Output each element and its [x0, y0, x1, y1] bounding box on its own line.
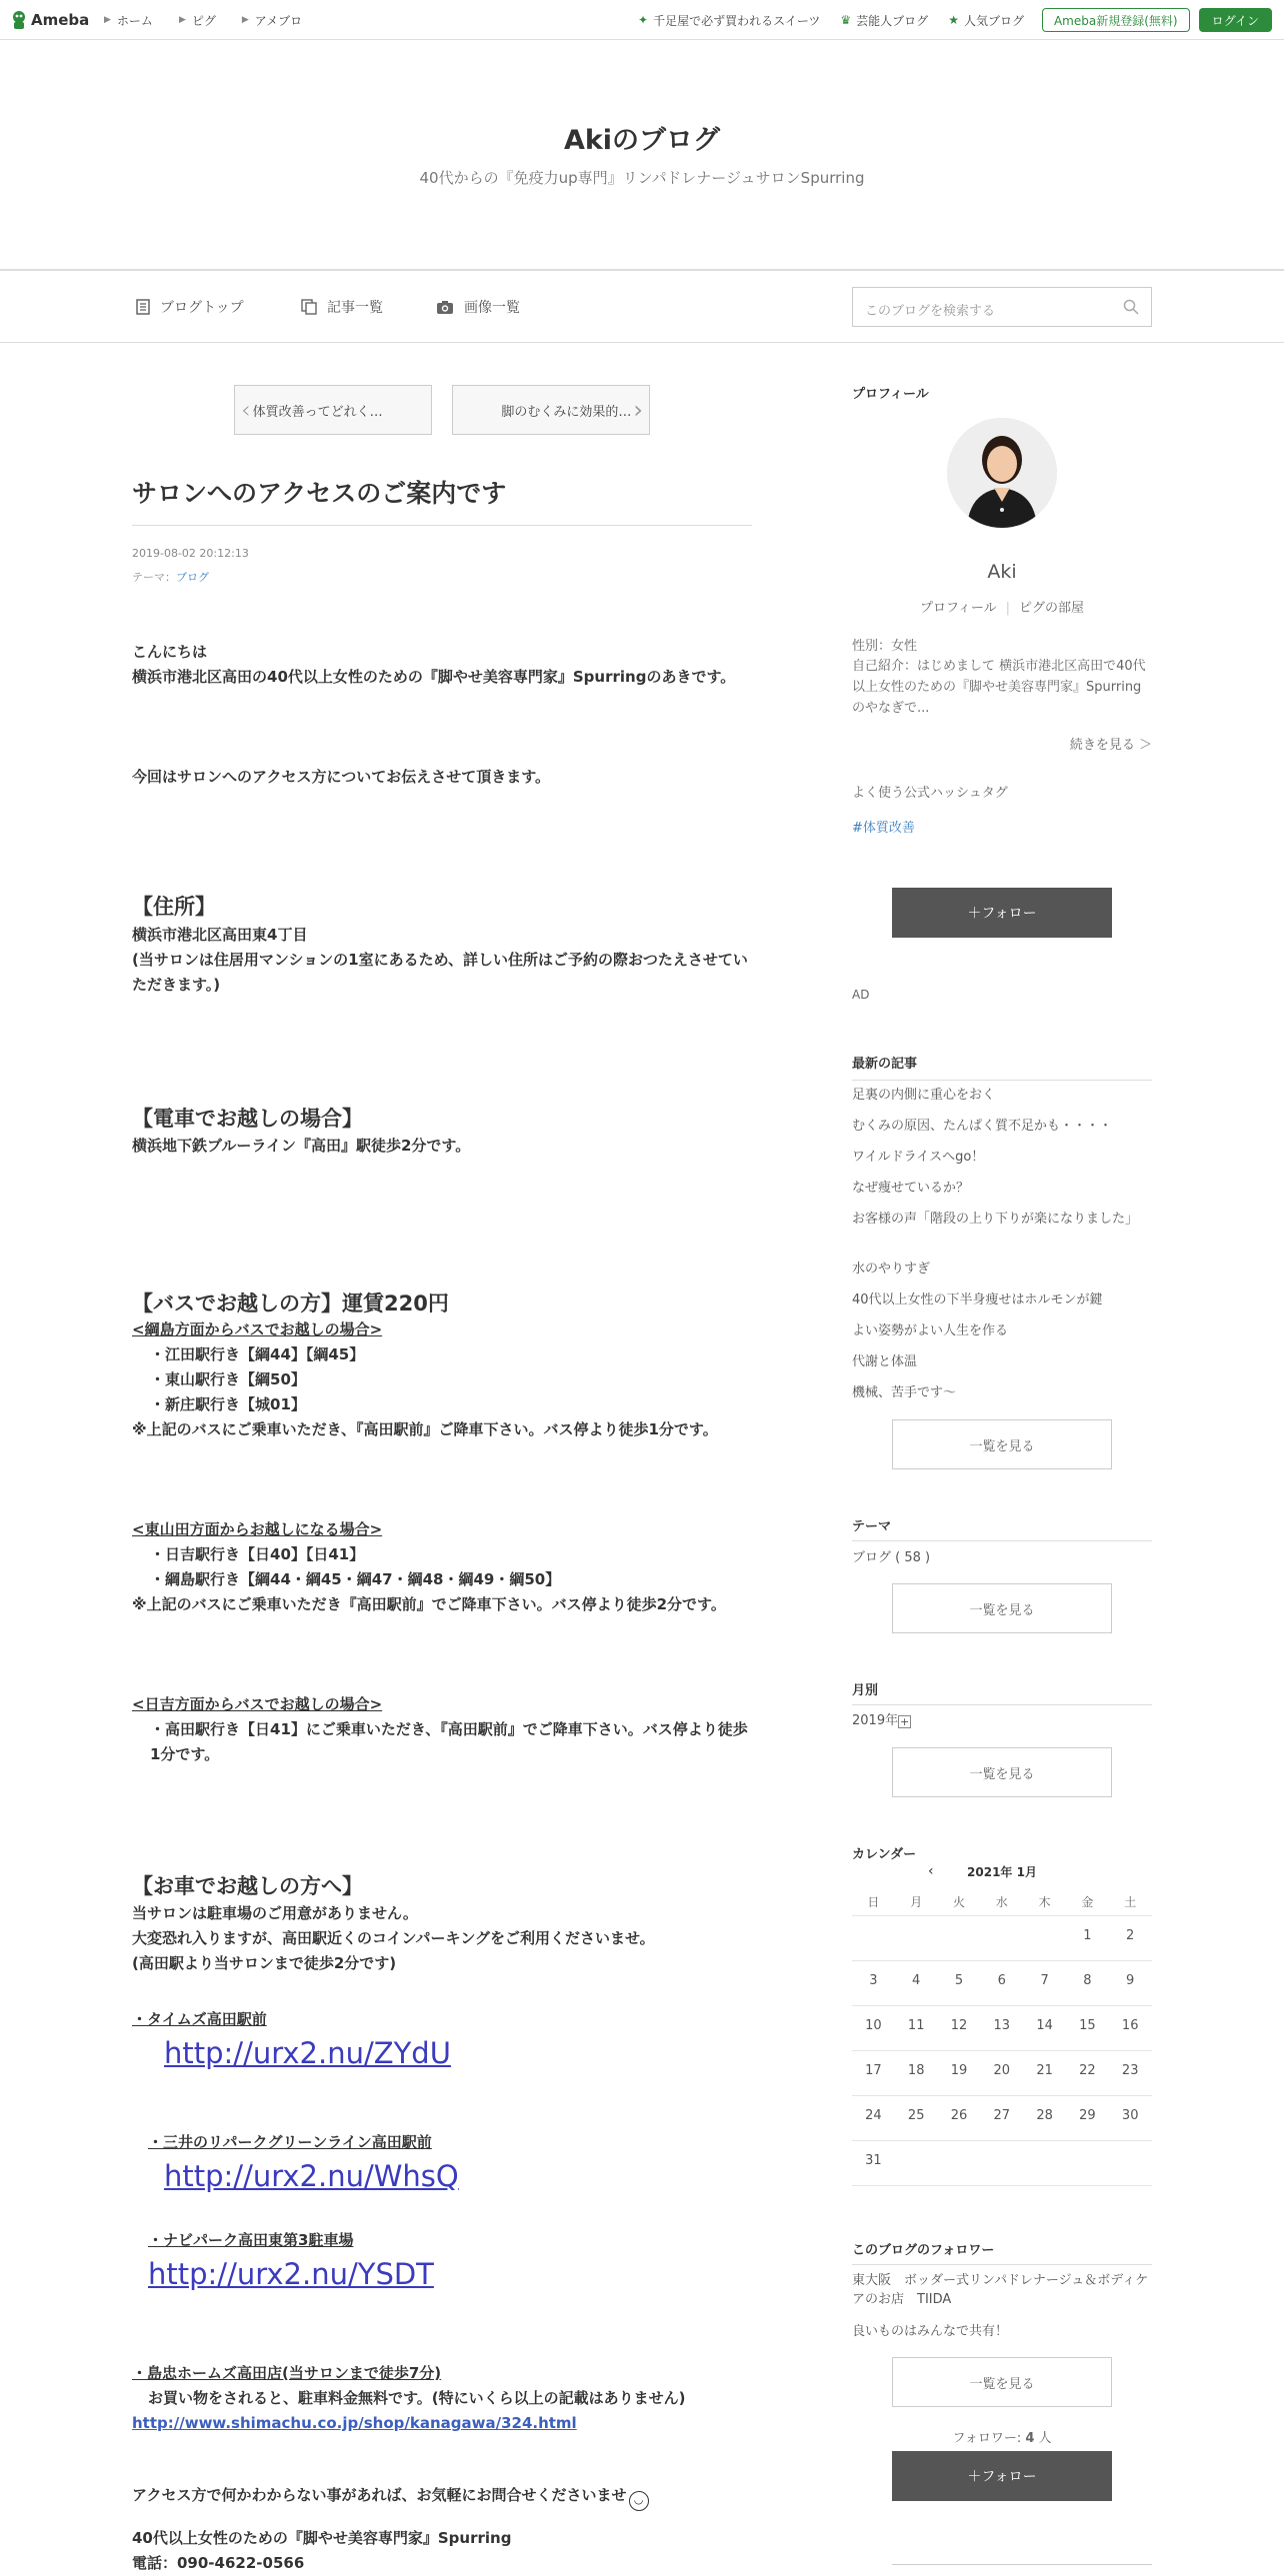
theme-heading: テーマ — [852, 1519, 892, 1534]
bus3-heading: <日吉方面からバスでお越しの場合> — [132, 1695, 383, 1713]
calendar-day: 4 — [912, 1973, 921, 1988]
shop-url[interactable]: http://www.shimachu.co.jp/shop/kanagawa/324.html — [132, 2414, 577, 2432]
hashtag-heading: よく使う公式ハッシュタグ — [852, 786, 1008, 801]
calendar-day: 22 — [1079, 2063, 1096, 2078]
calendar-day: 18 — [907, 2063, 925, 2078]
nav-article-list-label: 記事一覧 — [327, 300, 383, 316]
copy-icon — [301, 299, 317, 315]
calendar-weekday: 土 — [1124, 1895, 1137, 1909]
ameba-logo-text: Ameba — [31, 11, 90, 29]
parking3-label: ・ナビパーク高田東第3駐車場 — [148, 2231, 354, 2249]
follower-count — [852, 2427, 1152, 2446]
car-text-2: 大変恐れ入りますが、高田駅近くのコインパーキングをご利用くださいませ。 — [132, 1929, 655, 1947]
follower-count-unit: 人 — [1034, 2431, 1052, 2446]
sparkle-icon: ✦ — [638, 13, 649, 27]
calendar-day: 3 — [869, 1973, 878, 1988]
calendar-weekday: 月 — [910, 1895, 923, 1909]
nav-blog-top[interactable] — [136, 297, 244, 317]
theme-label: テーマ： — [132, 571, 176, 584]
register-button[interactable]: Ameba新規登録(無料) — [1042, 8, 1190, 32]
theme-see-all-button[interactable]: 一覧を見る — [892, 1583, 1112, 1633]
calendar-day: 19 — [950, 2063, 968, 2078]
theme-link[interactable]: ブログ — [176, 571, 209, 584]
parking1-label: ・タイムズ高田駅前 — [132, 2010, 267, 2028]
parking1-url[interactable]: http://urx2.nu/ZYdU — [164, 2036, 451, 2070]
next-article-label: 脚のむくみに効果的… — [501, 404, 632, 420]
search-icon[interactable] — [1123, 299, 1139, 315]
calendar-row-divider — [852, 2140, 1152, 2141]
follower-count-value: 4 — [1025, 2431, 1035, 2446]
ad-label: AD — [852, 988, 870, 1002]
recent-heading: 最新の記事 — [852, 1057, 918, 1072]
calendar-day: 21 — [1036, 2063, 1053, 2078]
parking2-link[interactable] — [164, 2156, 784, 2201]
bus1-item: ・新庄駅行き【城01】 — [150, 1395, 306, 1413]
calendar-day: 31 — [865, 2153, 882, 2168]
celebrity-blog-link[interactable] — [840, 12, 928, 29]
expand-plus-icon[interactable]: + — [899, 1715, 910, 1728]
blog-header — [0, 40, 1284, 270]
prev-article-button[interactable] — [234, 385, 432, 435]
calendar-weekday: 水 — [995, 1895, 1008, 1909]
bus-heading: 【バスでお越しの方】運賃220円 — [132, 1291, 449, 1315]
celebrity-blog-label: 芸能人ブログ — [856, 13, 929, 28]
top-nav — [104, 0, 328, 40]
calendar-day: 2 — [1126, 1928, 1135, 1943]
calendar-weekday: 火 — [952, 1895, 965, 1909]
parking1-link[interactable] — [164, 2033, 784, 2078]
nav-image-list[interactable] — [436, 297, 520, 317]
popular-blog-link[interactable] — [948, 12, 1024, 29]
blog-title[interactable]: Akiのブログ — [563, 125, 721, 156]
avatar-image — [947, 418, 1057, 528]
camera-icon — [436, 300, 454, 315]
next-article-button[interactable] — [452, 385, 650, 435]
global-header — [0, 0, 1284, 40]
calendar-row-divider — [852, 2185, 1152, 2186]
top-right-links — [618, 0, 1272, 40]
profile-more-link[interactable]: 続きを見る ＞ — [1069, 738, 1152, 753]
parking3-url[interactable]: http://urx2.nu/YSDT — [148, 2257, 434, 2291]
follow-button[interactable]: ＋フォロー — [892, 888, 1112, 938]
article-date: 2019-08-02 20:12:13 — [132, 547, 249, 560]
calendar-row-divider — [852, 2050, 1152, 2051]
calendar-weekday: 日 — [867, 1895, 880, 1909]
bus1-note: ※上記のバスにご乗車いただき、『高田駅前』ご降車下さい。バス停より徒歩1分です。 — [132, 1420, 718, 1438]
calendar-day: 7 — [1040, 1973, 1049, 1988]
parking2-url[interactable]: http://urx2.nu/WhsQ — [164, 2159, 459, 2193]
recent-item[interactable]: なぜ痩せているか？ — [852, 1181, 970, 1196]
bus1-heading: <綱島方面からバスでお越しの場合> — [132, 1320, 383, 1338]
train-text: 横浜地下鉄ブルーライン『高田』駅徒歩2分です。 — [132, 1137, 471, 1155]
document-icon — [136, 299, 150, 315]
profile-link[interactable]: プロフィール — [919, 601, 997, 616]
popular-blog-label: 人気ブログ — [963, 13, 1024, 28]
follow-button-bottom[interactable]: ＋フォロー — [892, 2451, 1112, 2501]
bus1-item: ・江田駅行き【綱44】【綱45】 — [150, 1345, 365, 1363]
calendar-day: 27 — [993, 2108, 1011, 2123]
closing-text — [132, 2483, 752, 2511]
recent-item[interactable]: 機械、苦手です〜 — [852, 1385, 957, 1400]
promo-link[interactable] — [638, 12, 820, 29]
title-divider — [132, 525, 752, 526]
parking2-label: ・三井のリパークグリーンライン高田駅前 — [148, 2133, 432, 2151]
followers-heading: このブログのフォロワー — [852, 2243, 995, 2258]
theme-item[interactable]: ブログ ( 58 ) — [852, 1550, 931, 1565]
calendar-row-divider — [852, 1960, 1152, 1961]
calendar-heading: カレンダー — [852, 1847, 917, 1862]
star-icon: ★ — [948, 13, 959, 27]
calendar-row-divider — [852, 1915, 1152, 1916]
calendar-day: 20 — [993, 2063, 1011, 2078]
calendar-day: 10 — [865, 2018, 882, 2033]
train-heading: 【電車でお越しの場合】 — [132, 1107, 363, 1131]
shop-label: ・島忠ホームズ高田店(当サロンまで徒歩7分) — [132, 2364, 442, 2382]
calendar-row-divider — [852, 2095, 1152, 2096]
shop-link[interactable] — [132, 2411, 752, 2436]
top-nav-pigg[interactable] — [179, 12, 216, 29]
profile-gender: 性別：女性 — [852, 639, 918, 654]
recent-item[interactable]: お客様の声「階段の上り下りが楽になりました」 — [852, 1212, 1139, 1227]
calendar-day: 30 — [1121, 2108, 1139, 2123]
signature-1: 40代以上女性のための『脚やせ美容専門家』Spurring — [132, 2529, 512, 2547]
profile-links — [852, 597, 1152, 616]
follower-item[interactable]: 東大阪 ボッダー式リンパドレナージュ＆ボディケアのお店 TIIDA — [852, 2273, 1149, 2307]
pig-room-link[interactable]: ピグの部屋 — [1019, 601, 1085, 616]
address-note: (当サロンは住居用マンションの1室にあるため、詳しい住所はご予約の際おつたえさせていただきます。) — [132, 951, 748, 994]
recent-item[interactable]: 水のやりすぎ — [852, 1262, 931, 1277]
car-text-1: 当サロンは駐車場のご用意がありません。 — [132, 1904, 418, 1922]
calendar-day: 26 — [950, 2108, 968, 2123]
top-nav-ameblo[interactable] — [242, 12, 302, 29]
closing-text-label: アクセス方で何かわからない事があれば、お気軽にお問合せくださいませ — [132, 2486, 627, 2504]
top-nav-home-label: ホーム — [116, 13, 153, 28]
calendar-day: 5 — [954, 1973, 964, 1988]
article-title: サロンへのアクセスのご案内です — [132, 479, 507, 508]
bus3-note: ・高田駅行き【日41】にご乗車いただき、『高田駅前』でご降車下さい。バス停より徒歩1分です。 — [150, 1720, 748, 1763]
search-placeholder: このブログを検索する — [865, 304, 996, 319]
bus1-item: ・東山駅行き【綱50】 — [150, 1370, 306, 1388]
month-item[interactable] — [852, 1711, 1152, 1730]
calendar-day: 16 — [1121, 2018, 1139, 2033]
recent-item[interactable]: 代謝と体温 — [852, 1354, 918, 1369]
calendar-day: 9 — [1126, 1973, 1135, 1988]
caret-right-icon: ▶ — [178, 15, 186, 25]
follower-item[interactable]: 良いものはみんなで共有！ — [852, 2324, 1009, 2339]
nav-blog-top-label: ブログトップ — [160, 300, 244, 316]
nav-article-list[interactable] — [301, 297, 383, 317]
calendar-day: 14 — [1036, 2018, 1053, 2033]
address-text: 横浜市港北区高田東4丁目 — [132, 926, 308, 944]
blog-subtitle: 40代からの『免疫力up専門』リンパドレナージュサロンSpurring — [419, 169, 865, 187]
theme-divider — [852, 1540, 1152, 1541]
calendar-day: 25 — [907, 2108, 925, 2123]
nav-image-list-label: 画像一覧 — [464, 300, 520, 316]
month-heading: 月別 — [852, 1683, 879, 1698]
recent-see-all-button[interactable]: 一覧を見る — [892, 1419, 1112, 1469]
recent-item[interactable]: 40代以上女性の下半身痩せはホルモンが鍵 — [852, 1292, 1103, 1307]
smile-icon: ◡ — [629, 2491, 649, 2511]
ameba-logo-icon — [10, 9, 28, 31]
calendar-day: 13 — [993, 2018, 1011, 2033]
chevron-left-icon: ‹ — [241, 396, 251, 424]
article-theme — [132, 569, 209, 585]
lead-text: 今回はサロンへのアクセス方についてお伝えさせて頂きます。 — [132, 768, 551, 786]
ameba-logo[interactable] — [10, 8, 89, 32]
prev-article-label: 体質改善ってどれく… — [252, 404, 383, 420]
caret-right-icon: ▶ — [241, 15, 249, 25]
calendar-prev-icon[interactable]: ‹ — [928, 1863, 934, 1879]
recent-item[interactable]: ワイルドライスへgo！ — [852, 1150, 985, 1165]
signature-2: 電話：090-4622-0566 — [132, 2554, 305, 2572]
calendar-day: 28 — [1036, 2108, 1053, 2123]
caret-right-icon: ▶ — [104, 15, 111, 25]
calendar-month: 2021年 1月 — [967, 1865, 1037, 1879]
profile-heading: プロフィール — [852, 387, 929, 402]
month-item-label: 2019年 — [852, 1713, 899, 1728]
intro-text: 横浜市港北区高田の40代以上女性のための『脚やせ美容専門家』Spurringのあきです。 — [132, 668, 736, 686]
bottom-divider — [892, 2564, 1152, 2565]
profile-name[interactable]: Aki — [987, 561, 1017, 583]
recent-item[interactable]: むくみの原因、たんぱく質不足かも・・・・ — [852, 1119, 1113, 1134]
month-divider — [852, 1704, 1152, 1705]
calendar-day: 1 — [1083, 1928, 1092, 1943]
divider: | — [1005, 601, 1011, 616]
login-button[interactable]: ログイン — [1199, 8, 1272, 32]
recent-divider — [852, 1080, 1152, 1081]
calendar-day: 12 — [950, 2018, 968, 2033]
bus2-item: ・日吉駅行き【日40】【日41】 — [150, 1545, 365, 1563]
calendar-day: 23 — [1121, 2063, 1139, 2078]
address-heading: 【住所】 — [132, 895, 216, 919]
chevron-right-icon: › — [633, 396, 643, 424]
calendar-day: 8 — [1083, 1973, 1092, 1988]
crown-icon: ♛ — [840, 13, 852, 27]
blog-search-input[interactable] — [852, 287, 1152, 327]
recent-item[interactable]: よい姿勢がよい人生を作る — [852, 1323, 1009, 1338]
calendar-row-divider — [852, 2005, 1152, 2006]
followers-see-all-button[interactable]: 一覧を見る — [892, 2357, 1112, 2407]
hashtag-link[interactable]: #体質改善 — [852, 821, 915, 836]
calendar-day: 29 — [1079, 2108, 1096, 2123]
calendar-weekday: 木 — [1038, 1895, 1051, 1909]
calendar-day: 11 — [907, 2018, 925, 2033]
follower-count-label: フォロワー: — [952, 2431, 1026, 2446]
blog-nav — [0, 271, 1284, 343]
calendar-day: 15 — [1079, 2018, 1096, 2033]
calendar-day: 6 — [997, 1973, 1006, 1988]
parking3-link[interactable] — [148, 2254, 768, 2299]
promo-link-label: 千足屋で必ず買われるスイーツ — [653, 13, 821, 28]
profile-intro: 自己紹介：はじめまして 横浜市港北区高田で40代以上女性のための『脚やせ美容専門家』Spurringのやなぎで... — [852, 659, 1146, 716]
followers-divider — [852, 2264, 1152, 2265]
calendar-day: 24 — [865, 2108, 882, 2123]
month-see-all-button[interactable]: 一覧を見る — [892, 1747, 1112, 1797]
bus2-heading: <東山田方面からお越しになる場合> — [132, 1520, 383, 1538]
car-text-3: (高田駅より当サロンまで徒歩2分です) — [132, 1954, 397, 1972]
recent-item[interactable]: 足裏の内側に重心をおく — [852, 1088, 996, 1103]
car-heading: 【お車でお越しの方へ】 — [132, 1874, 363, 1898]
bus2-note: ※上記のバスにご乗車いただき『高田駅前』でご降車下さい。バス停より徒歩2分です。 — [132, 1595, 726, 1613]
top-nav-ameblo-label: アメブロ — [254, 13, 303, 28]
top-nav-pigg-label: ピグ — [191, 13, 216, 28]
greeting: こんにちは — [132, 643, 208, 661]
calendar-weekday: 金 — [1081, 1895, 1094, 1909]
shop-note: お買い物をされると、駐車料金無料です。(特にいくら以上の記載はありません) — [148, 2389, 686, 2407]
avatar[interactable] — [947, 418, 1057, 528]
calendar-day: 17 — [865, 2063, 882, 2078]
top-nav-home[interactable] — [104, 12, 153, 29]
bus2-item: ・綱島駅行き【綱44・綱45・綱47・綱48・綱49・綱50】 — [150, 1570, 561, 1588]
